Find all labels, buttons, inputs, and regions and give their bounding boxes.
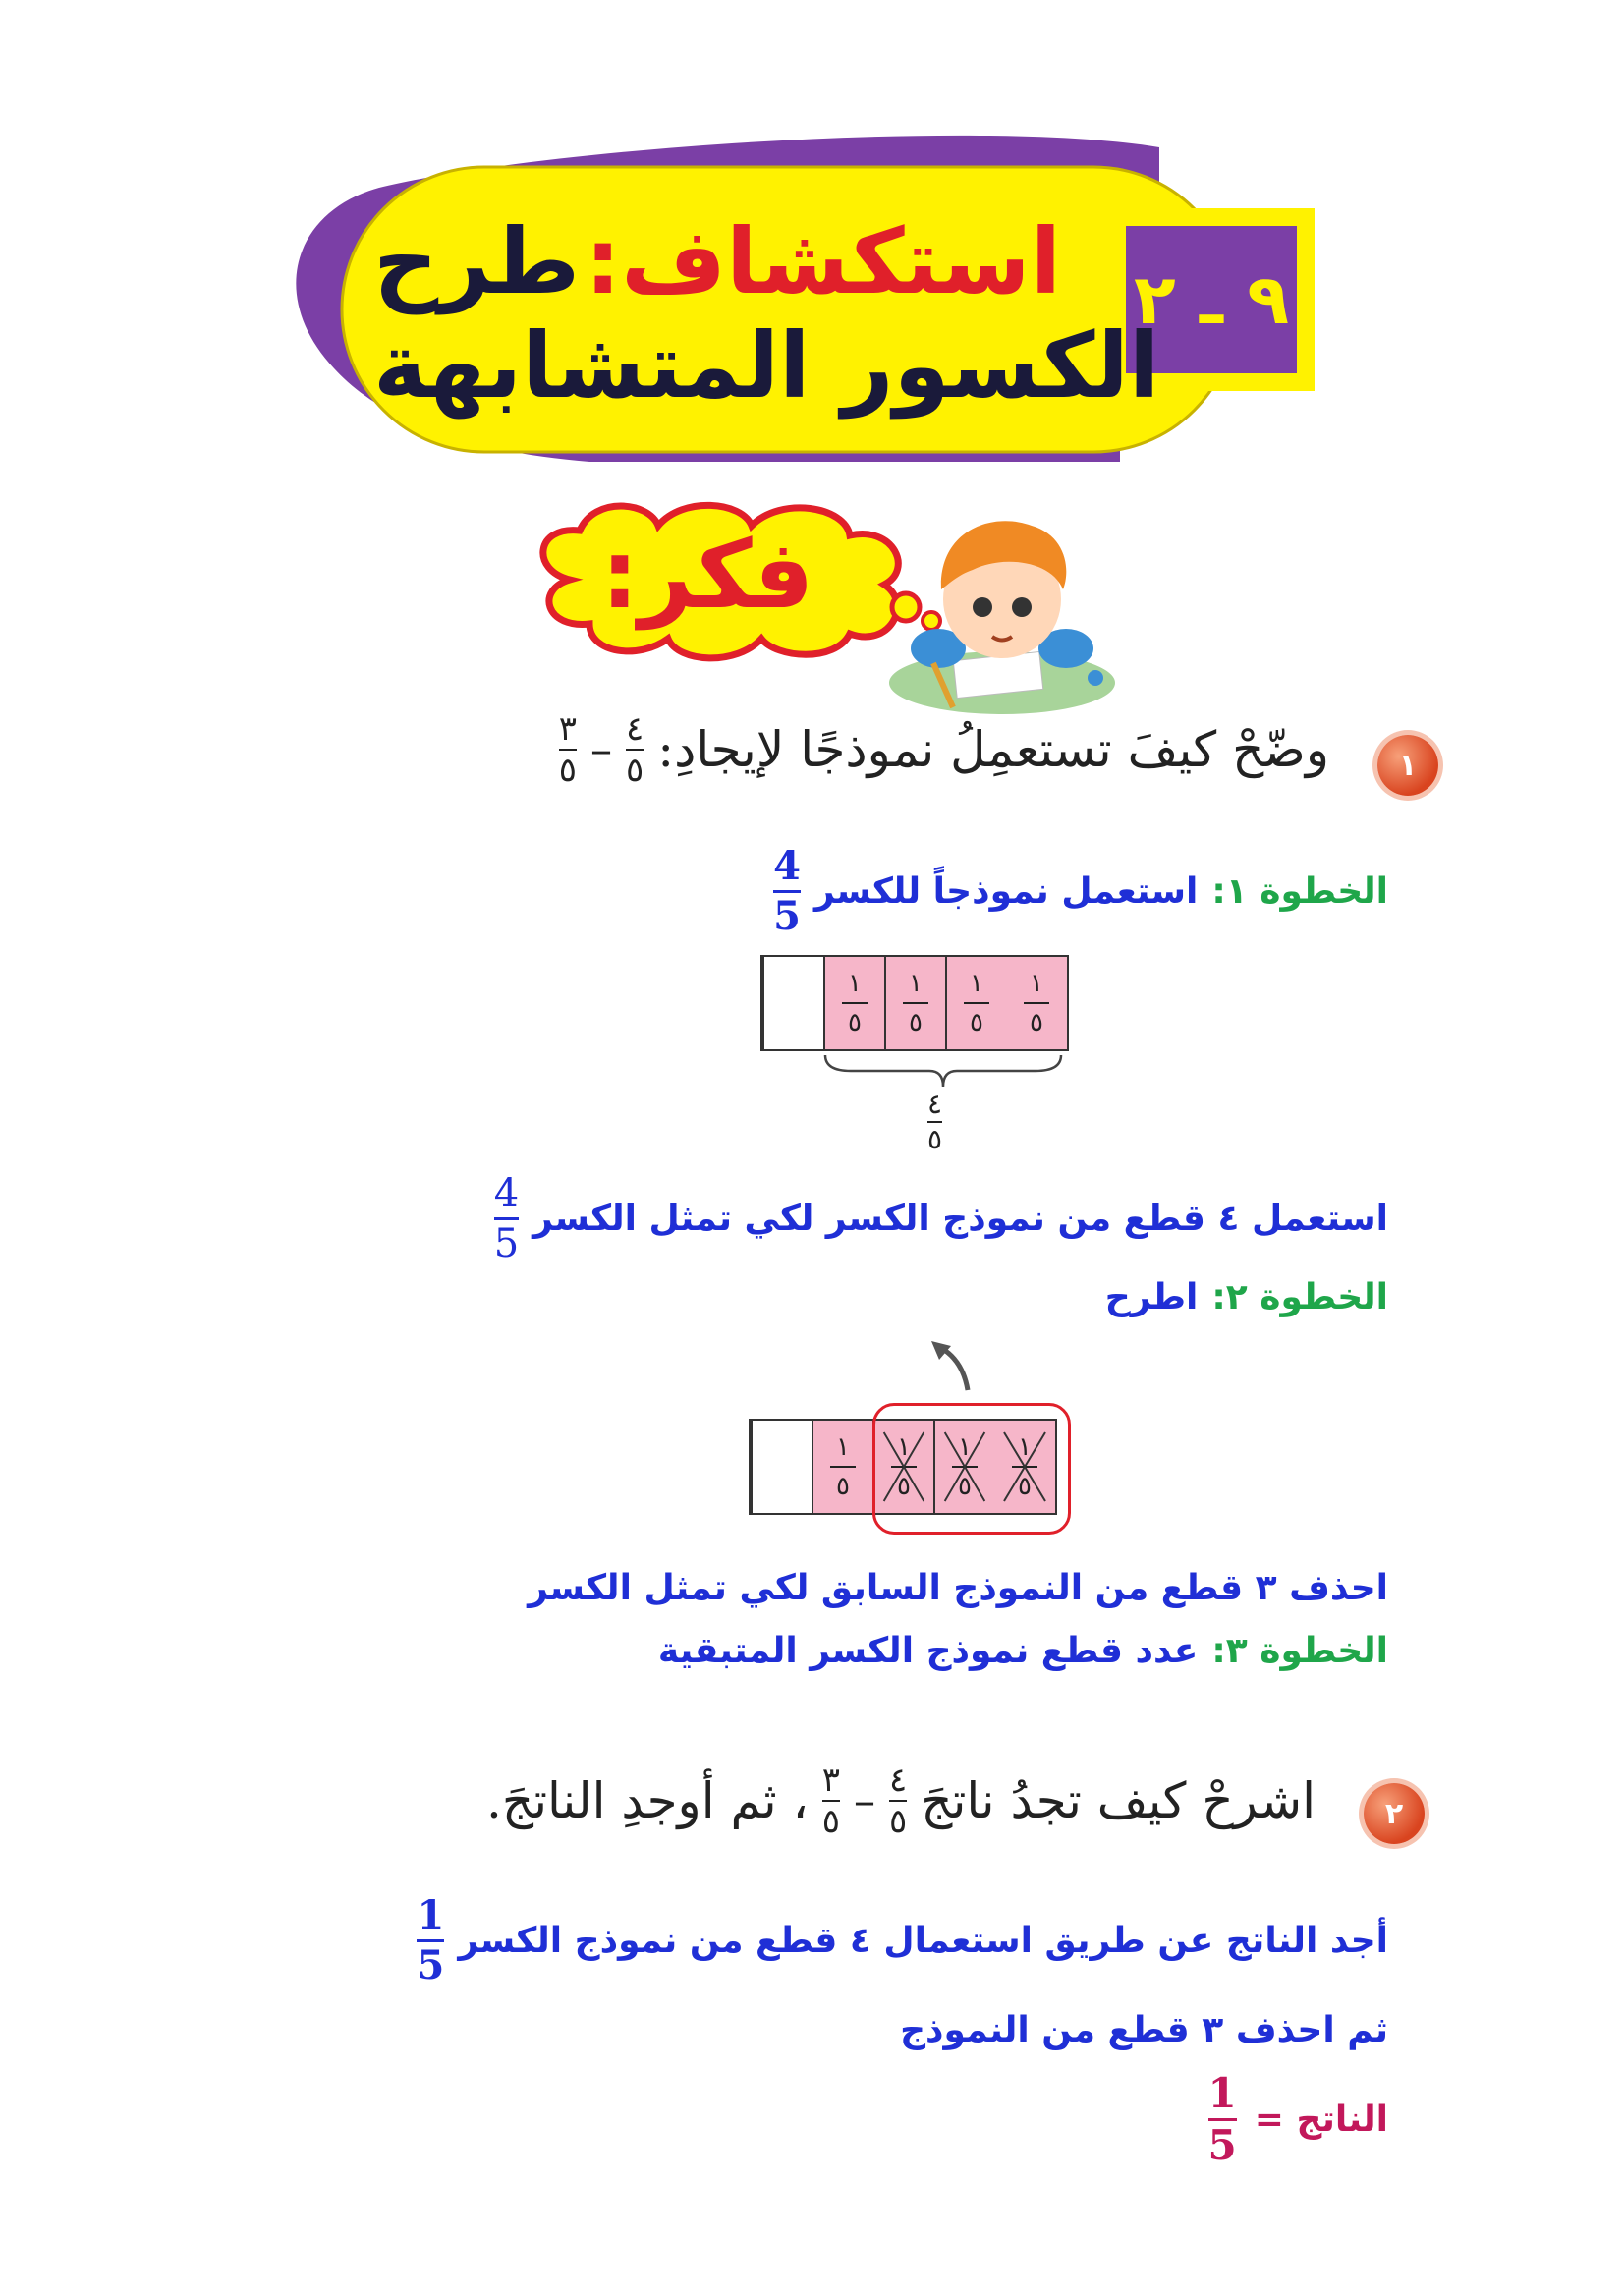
fraction-model-four-fifths bbox=[760, 955, 1069, 1051]
step-2-text: اطرح bbox=[1104, 1277, 1199, 1317]
remove-arrow-icon bbox=[924, 1336, 982, 1395]
question-1-text bbox=[558, 709, 1329, 790]
title-subtract: طرح bbox=[373, 209, 581, 315]
step-1-text: استعمل نموذجاً للكسر bbox=[813, 871, 1199, 912]
model-1-cell: ١ ٥ bbox=[945, 957, 1006, 1049]
step-1-label: الخطوة ١: bbox=[1211, 871, 1388, 912]
step-3-label: الخطوة ٣: bbox=[1211, 1631, 1388, 1671]
lesson-number: ٩ ـ ٢ bbox=[1133, 259, 1290, 340]
step-1-fraction: $\frac{4}{5}$ bbox=[773, 843, 801, 939]
question-1-badge: ١ bbox=[1377, 735, 1438, 796]
answer-line-1-fraction: $\frac{1}{5}$ bbox=[417, 1892, 445, 1988]
brace-icon bbox=[821, 1051, 1065, 1091]
question-1-prompt: وضّحْ كيفَ تستعمِلُ نموذجًا لإيجادِ: bbox=[657, 721, 1329, 778]
model-1-cell: ١ ٥ bbox=[1006, 957, 1067, 1049]
question-2-text bbox=[485, 1761, 1316, 1841]
step-3-text: عدد قطع نموذج الكسر المتبقية bbox=[657, 1631, 1199, 1671]
answer-line-2: ثم احذف ٣ قطع من النموذج bbox=[900, 2010, 1388, 2050]
step-1-note bbox=[493, 1171, 1388, 1266]
question-1-minus: – bbox=[590, 724, 613, 775]
result-fraction: $\frac{1}{5}$ bbox=[1207, 2069, 1237, 2169]
removed-pieces-outline bbox=[872, 1403, 1071, 1535]
question-2-fraction-a: ٤ ٥ bbox=[888, 1761, 908, 1841]
step-3 bbox=[658, 1631, 1388, 1671]
model-2-cell-empty bbox=[751, 1421, 812, 1513]
model-2-cell-crossed: ١ ٥ bbox=[872, 1421, 933, 1513]
answer-line-1 bbox=[417, 1892, 1388, 1988]
model-2-cell-crossed: ١ ٥ bbox=[994, 1421, 1055, 1513]
brace-fraction: ٤ ٥ bbox=[927, 1088, 943, 1155]
question-2-fraction-b: ٣ ٥ bbox=[821, 1761, 840, 1841]
question-2-minus: – bbox=[853, 1775, 875, 1826]
step-1-note-fraction: $\frac{4}{5}$ bbox=[493, 1171, 520, 1266]
question-2-prompt: اشرحْ كيف تجدُ ناتجَ bbox=[921, 1772, 1316, 1829]
step-1-note-text: استعمل ٤ قطع من نموذج الكسر لكي تمثل الكسر bbox=[532, 1199, 1388, 1239]
title-like-fractions: الكسور المتشابهة bbox=[373, 313, 1160, 419]
model-2-cell-remaining: ١ ٥ bbox=[812, 1421, 872, 1513]
model-1-cell: ١ ٥ bbox=[823, 957, 884, 1049]
question-2-badge: ٢ bbox=[1364, 1783, 1425, 1844]
step-2-note: احذف ٣ قطع من النموذج السابق لكي تمثل الكسر bbox=[528, 1568, 1388, 1608]
think-label: فكر: bbox=[600, 520, 814, 630]
thinking-kid-icon bbox=[884, 491, 1120, 717]
question-1-fraction-a: ٤ ٥ bbox=[626, 709, 644, 790]
result-label: الناتج = bbox=[1254, 2099, 1388, 2140]
model-1-cell-empty bbox=[762, 957, 823, 1049]
step-2-label: الخطوة ٢: bbox=[1211, 1277, 1388, 1317]
page-title bbox=[373, 182, 1160, 447]
title-explore: استكشاف: bbox=[585, 209, 1062, 315]
model-2-cell-crossed: ١ ٥ bbox=[933, 1421, 994, 1513]
question-2-prompt-end: ، ثم أوجدِ الناتجَ. bbox=[485, 1772, 809, 1829]
answer-line-1-text: أجد الناتج عن طريق استعمال ٤ قطع من نموذج الكسر bbox=[458, 1921, 1388, 1961]
answer-result bbox=[1207, 2069, 1388, 2169]
step-1 bbox=[773, 843, 1388, 939]
model-1-cell: ١ ٥ bbox=[884, 957, 945, 1049]
question-1-fraction-b: ٣ ٥ bbox=[558, 709, 578, 790]
step-2 bbox=[1105, 1277, 1388, 1317]
